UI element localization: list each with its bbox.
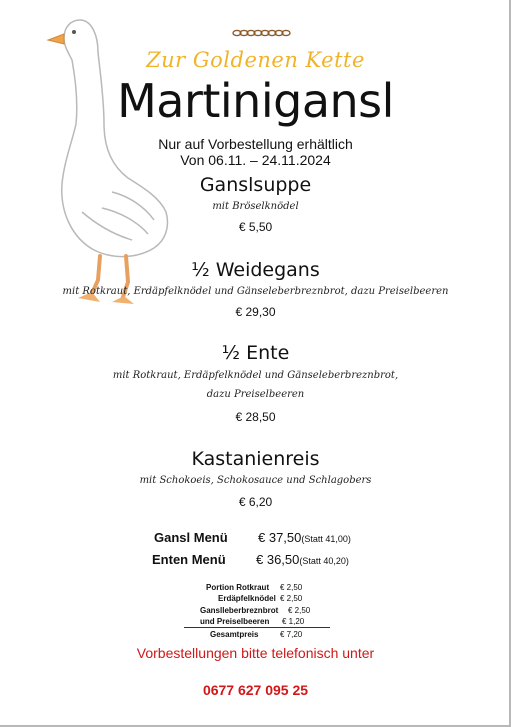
side-label: Ganslleberbreznbrot	[200, 606, 279, 615]
dish-description: mit Rotkraut, Erdäpfelknödel und Gänseleberbreznbrot,	[112, 370, 399, 381]
dish-price: € 5,50	[238, 220, 273, 234]
availability-text: Nur auf Vorbestellung erhältlich	[158, 136, 353, 152]
side-price: € 2,50	[280, 594, 303, 603]
dish-name: ½ Ente	[221, 342, 290, 364]
period-text: Von 06.11. – 24.11.2024	[180, 152, 331, 168]
dish-name: ½ Weidegans	[191, 259, 320, 281]
dish-description: dazu Preiselbeeren	[206, 389, 305, 400]
restaurant-name: Zur Goldenen Kette	[146, 48, 365, 72]
side-price: € 1,20	[282, 617, 305, 626]
preorder-note: Vorbestellungen bitte telefonisch unter	[136, 645, 375, 661]
menu-name: Gansl Menü	[154, 530, 228, 545]
chain-ornament	[232, 28, 292, 38]
menu-price	[256, 552, 349, 567]
page-title: Martinigansl	[117, 74, 394, 128]
menu-price-value: € 36,50	[256, 552, 300, 567]
dish-price: € 28,50	[235, 410, 276, 424]
menu-price-value: € 37,50	[258, 530, 302, 545]
side-total-label: Gesamtpreis	[210, 630, 259, 639]
side-total-price: € 7,20	[280, 630, 303, 639]
side-price: € 2,50	[280, 583, 303, 592]
menu-price	[258, 530, 351, 545]
dish-name: Ganslsuppe	[199, 174, 312, 196]
total-divider	[184, 627, 330, 628]
dish-price: € 6,20	[238, 495, 273, 509]
menu-name: Enten Menü	[152, 552, 226, 567]
side-price: € 2,50	[288, 606, 311, 615]
dish-description: mit Rotkraut, Erdäpfelknödel und Gänseleberbreznbrot, dazu Preiselbeeren	[62, 286, 449, 297]
side-label: Erdäpfelknödel	[218, 594, 276, 603]
dish-name: Kastanienreis	[191, 448, 320, 470]
dish-price: € 29,30	[235, 305, 276, 319]
dish-description: mit Bröselknödel	[212, 201, 299, 212]
side-label: Portion Rotkraut	[206, 583, 270, 592]
side-label: und Preiselbeeren	[200, 617, 270, 626]
dish-description: mit Schokoeis, Schokosauce und Schlagobers	[139, 475, 372, 486]
menu-price-statt: (Statt 40,20)	[299, 556, 349, 566]
menu-price-statt: (Statt 41,00)	[301, 534, 351, 544]
phone-number: 0677 627 095 25	[202, 682, 309, 698]
